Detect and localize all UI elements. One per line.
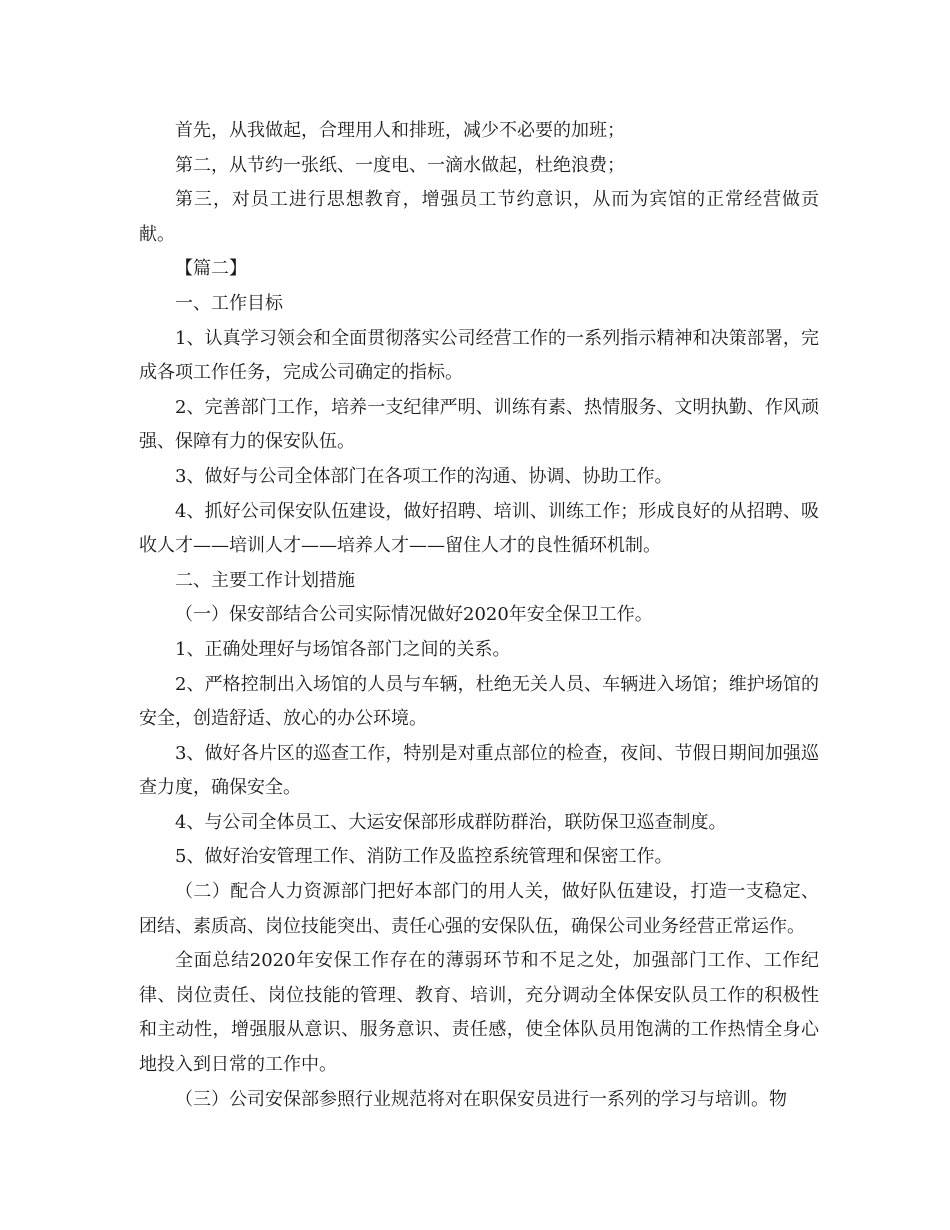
paragraph-plan-1: 1、正确处理好与场馆各部门之间的关系。 <box>175 638 511 660</box>
paragraph-plan-4: 4、与公司全体员工、大运安保部形成群防群治，联防保卫巡查制度。 <box>175 811 727 833</box>
paragraph-plan-3: 3、做好各片区的巡查工作，特别是对重点部位的检查，夜间、节假日期间加强巡查力度，确保安全。 <box>139 742 819 799</box>
paragraph-1: 首先，从我做起，合理用人和排班，减少不必要的加班； <box>175 120 625 141</box>
subsection-heading-2: （二）配合人力资源部门把好本部门的用人关，做好队伍建设，打造一支稳定、团结、素质高、岗位技能突出、责任心强的安保队伍，确保公司业务经营正常运作。 <box>139 881 819 937</box>
section-heading-part-two: 【篇二】 <box>175 258 247 280</box>
paragraph-goal-1: 1、认真学习领会和全面贯彻落实公司经营工作的一系列指示精神和决策部署，完成各项工作任务，完成公司确定的指标。 <box>139 327 819 384</box>
subsection-heading-1: （一）保安部结合公司实际情况做好2020年安全保卫工作。 <box>175 604 653 626</box>
subsection-heading-3: （三）公司安保部参照行业规范将对在职保安员进行一系列的学习与培训。物 <box>175 1088 787 1110</box>
paragraph-goal-2: 2、完善部门工作，培养一支纪律严明、训练有素、热情服务、文明执勤、作风顽强、保障有力的保安队伍。 <box>139 396 819 453</box>
paragraph-2: 第二，从节约一张纸、一度电、一滴水做起，杜绝浪费； <box>175 154 625 176</box>
section-heading-main-plan: 二、主要工作计划措施 <box>175 569 355 591</box>
paragraph-3: 第三，对员工进行思想教育，增强员工节约意识，从而为宾馆的正常经营做贡献。 <box>139 189 819 245</box>
section-heading-work-goals: 一、工作目标 <box>175 292 283 314</box>
paragraph-plan-2: 2、严格控制出入场馆的人员与车辆，杜绝无关人员、车辆进入场馆；维护场馆的安全，创造舒适、放心的办公环境。 <box>139 673 819 730</box>
paragraph-summary: 全面总结2020年安保工作存在的薄弱环节和不足之处，加强部门工作、工作纪律、岗位责任、岗位技能的管理、教育、培训，充分调动全体保安队员工作的积极性和主动性，增强服从意识、服务意识、责任感，使全体队员用饱满的工作热情全身心地投入到日常的工作中。 <box>139 950 819 1076</box>
paragraph-plan-5: 5、做好治安管理工作、消防工作及监控系统管理和保密工作。 <box>175 846 673 868</box>
paragraph-goal-4: 4、抓好公司保安队伍建设，做好招聘、培训、训练工作；形成良好的从招聘、吸收人才——培训人才——培养人才——留住人才的良性循环机制。 <box>139 500 819 557</box>
document-body <box>139 114 819 1117</box>
paragraph-goal-3: 3、做好与公司全体部门在各项工作的沟通、协调、协助工作。 <box>175 465 673 487</box>
